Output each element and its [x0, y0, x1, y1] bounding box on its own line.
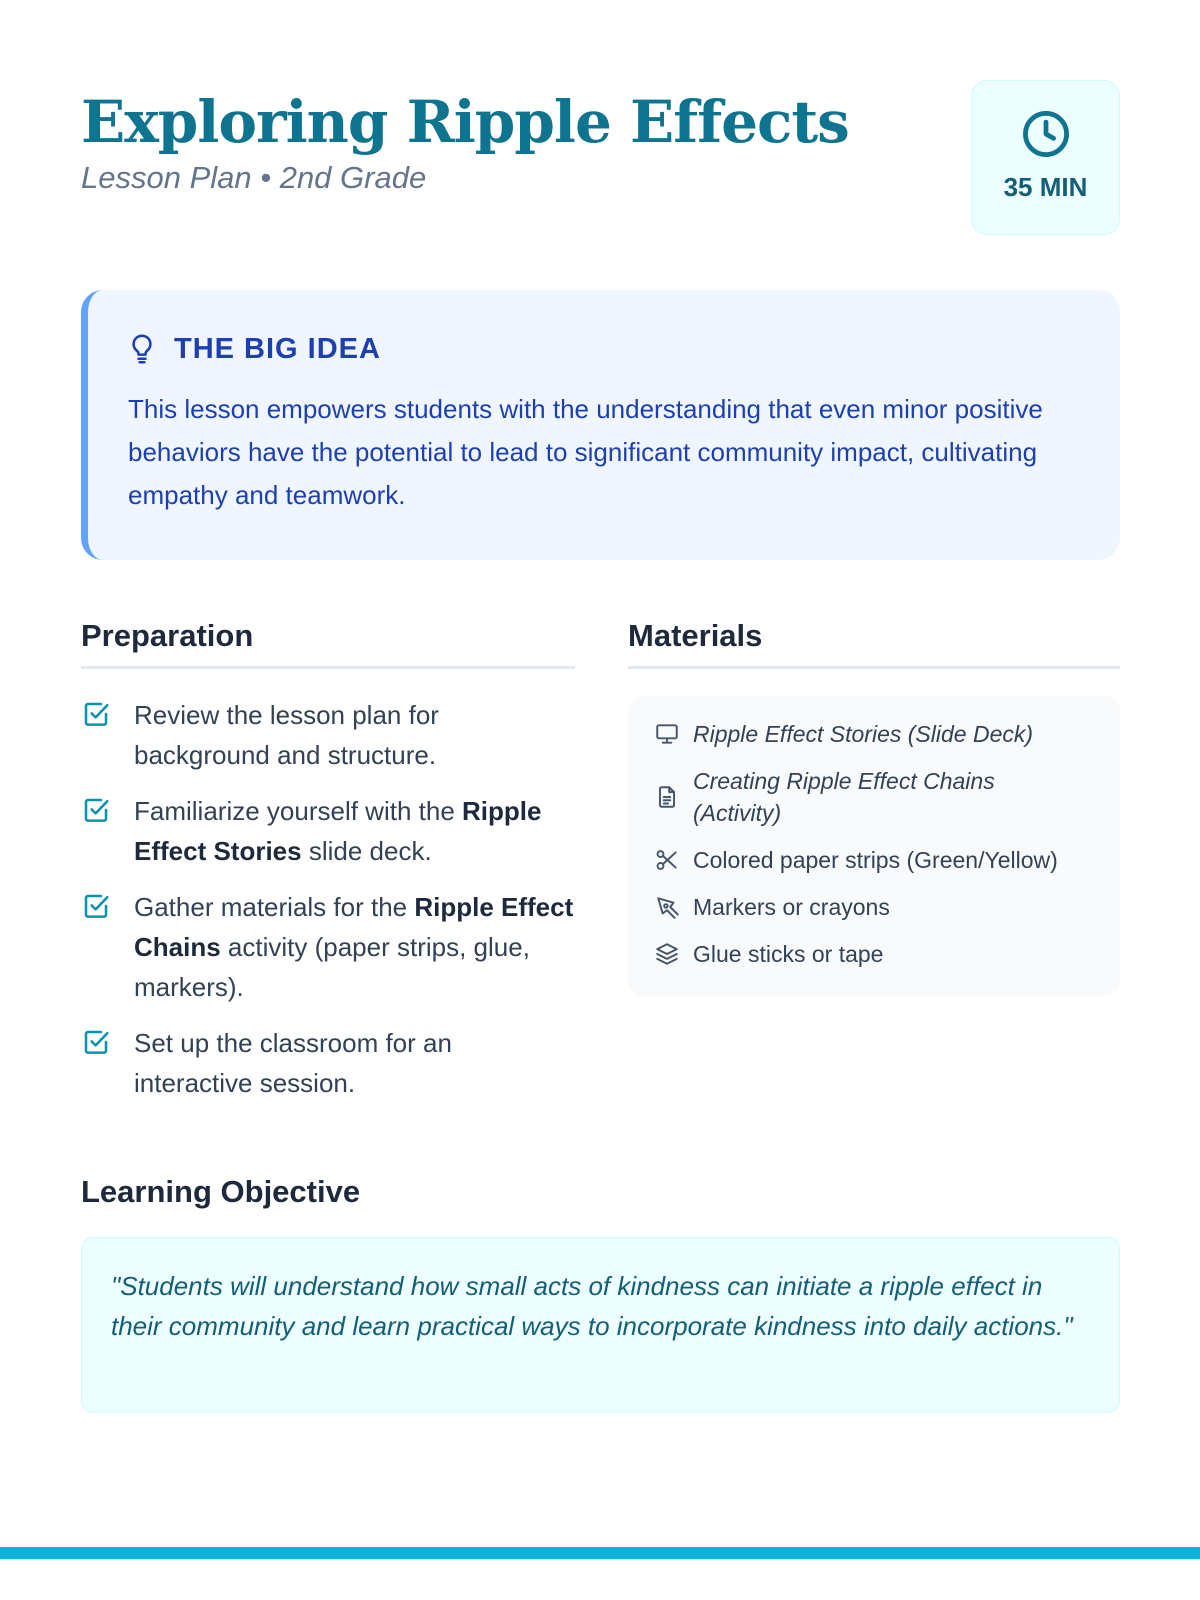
scissors-icon — [654, 847, 680, 873]
preparation-item — [81, 1027, 575, 1103]
preparation-list — [81, 699, 575, 1103]
checkbox-checked-icon — [81, 891, 111, 921]
checkbox-checked-icon — [81, 795, 111, 825]
layers-icon — [654, 941, 680, 967]
preparation-item-run: Set up the classroom for an interactive session. — [134, 1028, 452, 1098]
lightbulb-icon — [128, 332, 156, 366]
checkbox-checked-icon — [81, 1027, 111, 1057]
big-idea-title: THE BIG IDEA — [174, 332, 381, 365]
pen-icon — [654, 894, 680, 920]
preparation-item-text — [134, 791, 575, 871]
material-label: Colored paper strips (Green/Yellow) — [693, 847, 1058, 873]
material-label: Creating Ripple Effect Chains (Activity) — [693, 768, 995, 826]
bottom-accent-bar — [0, 1547, 1200, 1559]
preparation-item-text — [134, 887, 575, 1007]
materials-section — [628, 618, 1120, 996]
big-idea-header — [128, 332, 1080, 366]
document-icon — [654, 784, 680, 810]
header — [81, 78, 1120, 238]
checkbox-checked-icon — [81, 699, 111, 729]
material-item — [654, 765, 1094, 829]
preparation-item-text — [134, 1023, 575, 1103]
learning-objective-text: "Students will understand how small acts of kindness can initiate a ripple effect in their community and learn practical ways to incorporate kindness into daily actions." — [111, 1271, 1073, 1341]
monitor-icon — [654, 721, 680, 747]
preparation-item-emphasis: Ripple Effect Stories — [134, 796, 542, 866]
learning-objective-section — [81, 1174, 1120, 1413]
material-item — [654, 718, 1094, 750]
preparation-item — [81, 795, 575, 871]
duration-text: 35 MIN — [1003, 172, 1088, 202]
preparation-item-run: activity (paper strips, glue, markers). — [134, 932, 530, 1002]
preparation-section — [81, 618, 575, 1123]
preparation-item — [81, 891, 575, 1007]
material-item — [654, 844, 1094, 876]
material-item — [654, 938, 1094, 970]
material-label: Markers or crayons — [693, 894, 890, 920]
big-idea-card — [81, 290, 1120, 560]
preparation-title: Preparation — [81, 618, 254, 653]
section-divider — [628, 666, 1120, 669]
learning-objective-card — [81, 1237, 1120, 1413]
preparation-item — [81, 699, 575, 775]
preparation-item-emphasis: Ripple Effect Chains — [134, 892, 574, 962]
page-subtitle: Lesson Plan • 2nd Grade — [81, 160, 427, 195]
preparation-item-run: Familiarize yourself with the — [134, 796, 462, 826]
preparation-item-run: Gather materials for the — [134, 892, 415, 922]
materials-title: Materials — [628, 618, 763, 653]
material-label: Glue sticks or tape — [693, 941, 884, 967]
material-item — [654, 891, 1094, 923]
section-divider — [81, 666, 575, 669]
material-label: Ripple Effect Stories (Slide Deck) — [693, 721, 1034, 747]
big-idea-text: This lesson empowers students with the understanding that even minor positive behaviors have the potential to lead to significant community impact, cultivating empathy and teamwork. — [128, 394, 1043, 510]
duration-badge — [971, 80, 1120, 235]
preparation-item-text — [134, 695, 575, 775]
preparation-item-run: Review the lesson plan for background and structure. — [134, 700, 439, 770]
materials-list — [628, 696, 1120, 996]
page-title: Exploring Ripple Effects — [81, 88, 849, 156]
preparation-item-run: slide deck. — [301, 836, 432, 866]
clock-icon — [1020, 108, 1072, 160]
learning-objective-title: Learning Objective — [81, 1174, 361, 1209]
